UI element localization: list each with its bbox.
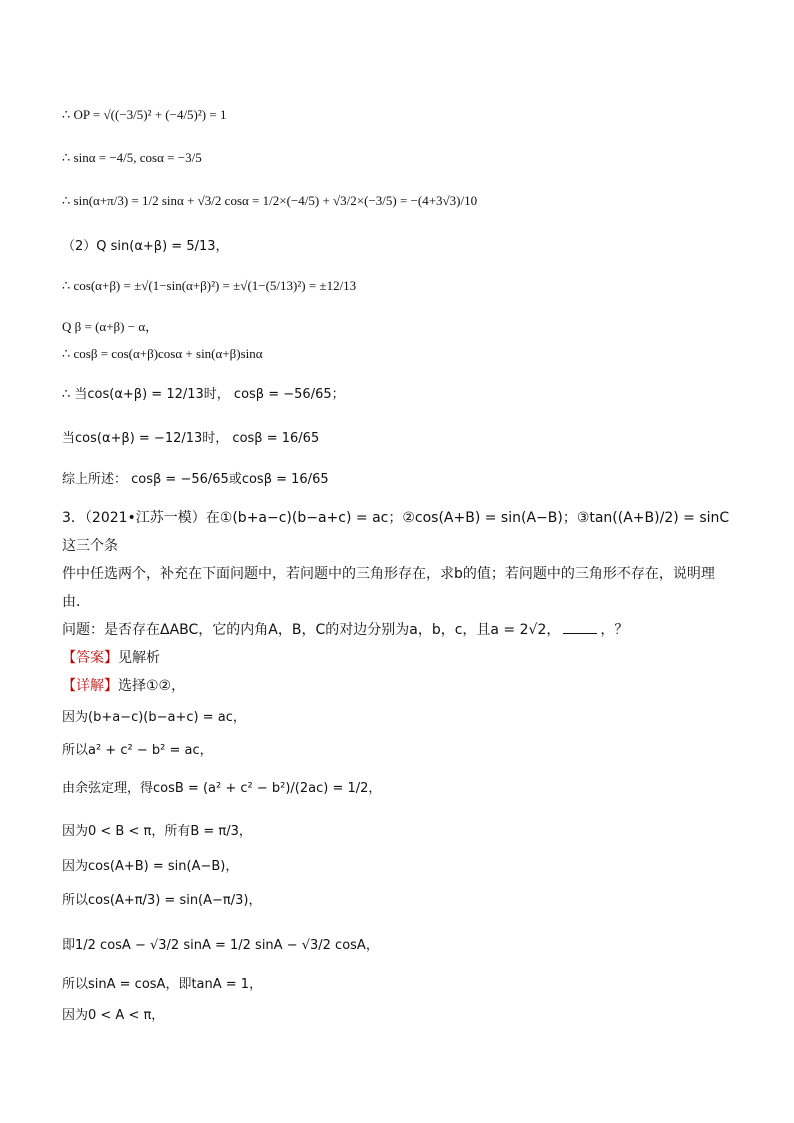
- solution-step-2: 所以a² + c² − b² = ac，: [62, 743, 213, 758]
- solution-step-3: 由余弦定理，得cosB = (a² + c² − b²)/(2ac) = 1/2，: [62, 781, 382, 796]
- solution-step-4: 因为0 < B < π，所有B = π/3，: [62, 824, 252, 839]
- detail-tag: 【详解】: [62, 678, 118, 694]
- question-suffix: ，？: [600, 622, 629, 638]
- problem-3-question: [62, 616, 734, 644]
- solution-step-5: 因为cos(A+B) = sin(A−B)，: [62, 859, 239, 874]
- answer-line: [62, 644, 734, 672]
- question-prefix: 问题：是否存在ΔABC，它的内角A，B，C的对边分别为a，b，c，且a = 2√2，: [62, 622, 561, 638]
- answer-text: 见解析: [118, 650, 160, 666]
- equation-sin-alpha-plus-pi-3: ∴ sin(α+π/3) = 1/2 sinα + √3/2 cosα = 1/2×(−4/5) + √3/2×(−3/5) = −(4+3√3)/10: [62, 193, 478, 208]
- detail-line: [62, 672, 734, 700]
- equation-op-length: ∴ OP = √((−3/5)² + (−4/5)²) = 1: [62, 107, 227, 122]
- problem-3-line-1: 3．（2021•江苏一模）在①(b+a−c)(b−a+c) = ac；②cos(A+B) = sin(A−B)；③tan((A+B)/2) = sinC这三个条: [62, 510, 730, 554]
- equation-beta-decomposition: Q β = (α+β) − α，: [62, 319, 159, 334]
- detail-text: 选择①②，: [118, 678, 186, 694]
- problem-3-line-2: 件中任选两个，补充在下面问题中，若问题中的三角形存在，求b的值；若问题中的三角形不存在，说明理: [62, 566, 715, 582]
- equation-part2-sin-sum: （2）Q sin(α+β) = 5/13，: [62, 239, 229, 254]
- solution-step-7: 即1/2 cosA − √3/2 sinA = 1/2 sinA − √3/2 cosA，: [62, 938, 379, 953]
- equation-cos-beta-expansion: ∴ cosβ = cos(α+β)cosα + sin(α+β)sinα: [62, 346, 263, 361]
- answer-blank: [563, 621, 597, 634]
- solution-step-6: 所以cos(A+π/3) = sin(A−π/3)，: [62, 893, 262, 908]
- solution-step-8: 所以sinA = cosA，即tanA = 1，: [62, 977, 263, 992]
- equation-case-positive: ∴ 当cos(α+β) = 12/13时， cosβ = −56/65；: [62, 387, 345, 402]
- equation-case-negative: 当cos(α+β) = −12/13时， cosβ = 16/65: [62, 431, 320, 446]
- answer-tag: 【答案】: [62, 650, 118, 666]
- equation-sin-cos-alpha: ∴ sinα = −4/5, cosα = −3/5: [62, 150, 202, 165]
- solution-step-9: 因为0 < A < π，: [62, 1008, 165, 1023]
- equation-cos-sum: ∴ cos(α+β) = ±√(1−sin(α+β)²) = ±√(1−(5/13)²) = ±12/13: [62, 278, 357, 293]
- problem-3-statement: [62, 504, 734, 700]
- problem-3-line-3: 由．: [62, 594, 90, 610]
- equation-summary: 综上所述： cosβ = −56/65或cosβ = 16/65: [62, 472, 329, 487]
- solution-step-1: 因为(b+a−c)(b−a+c) = ac，: [62, 710, 246, 725]
